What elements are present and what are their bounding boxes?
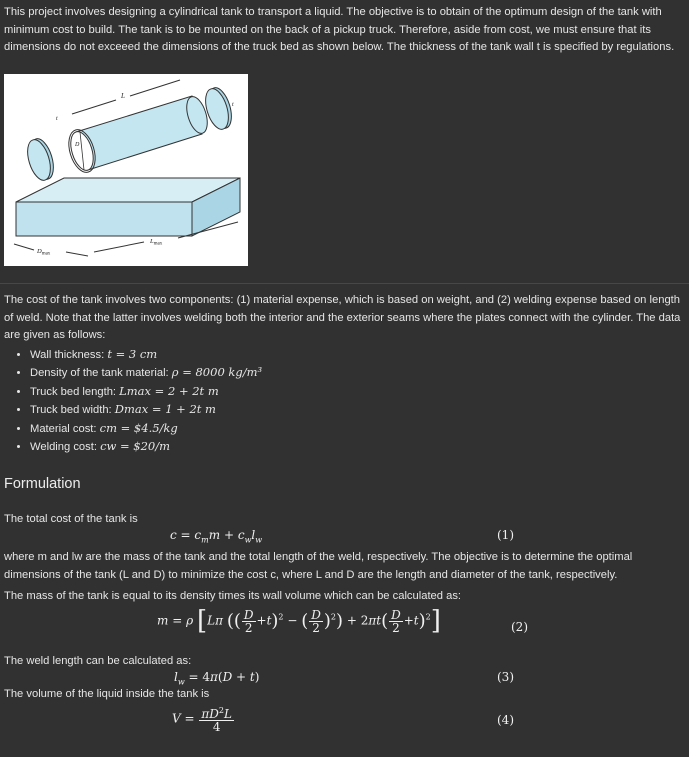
equation-1-number: (1)	[497, 528, 514, 542]
volume-text: The volume of the liquid inside the tank is	[4, 688, 210, 700]
param-expr: cm = $4.5/kg	[99, 420, 178, 435]
param-label: Welding cost:	[30, 441, 97, 454]
formulation-heading: Formulation	[4, 476, 81, 492]
equation-3: $l_w = 4\pi(D + t)$	[174, 670, 260, 687]
label-dmax: D	[37, 248, 42, 255]
param-expr: t = 3 cm	[107, 347, 158, 361]
param-item	[30, 401, 262, 419]
param-item	[30, 346, 262, 364]
label-t-left: t	[56, 116, 58, 122]
mass-text: The mass of the tank is equal to its density times its wall volume which can be calculated as:	[4, 590, 462, 602]
param-item	[30, 438, 262, 456]
param-label: Truck bed length:	[30, 385, 117, 398]
section-divider	[0, 283, 689, 284]
param-item	[30, 364, 262, 382]
label-D: D	[75, 142, 80, 148]
param-label: Wall thickness:	[30, 349, 105, 361]
svg-text:Dmax	[36, 248, 51, 257]
weld-text: The weld length can be calculated as:	[4, 655, 192, 667]
param-expr: cw = $20/m	[100, 439, 171, 454]
label-t-right: t	[232, 102, 234, 108]
label-lmax: L	[150, 238, 154, 245]
equation-3-number: (3)	[497, 670, 514, 684]
total-cost-text: The total cost of the tank is	[4, 513, 138, 525]
equation-2: m = ρ [Lπ (( $\frac{D}{2}$ +t)$^2$ − ( $\frac{D}{2}$ )$^2$) + 2πt( $\frac{D}{2}$ +t)$^2$]	[157, 606, 441, 636]
tank-figure	[4, 74, 248, 266]
param-item	[30, 383, 262, 401]
cost-paragraph: The cost of the tank involves two components: (1) material expense, which is based on weight, and (2) welding expense based on length of weld. Note that the latter involves welding both the interior and the exterior seams where the plates connect with the cylinder. The data are given as follows:	[4, 294, 681, 341]
param-expr: ρ = 8000 kg/m³	[171, 365, 263, 380]
equation-4: V = $\frac{\pi D^2L}{4}$	[172, 706, 232, 734]
label-dmax-sub: max	[41, 251, 51, 257]
parameter-list	[16, 346, 262, 456]
label-L: L	[121, 92, 125, 100]
equation-4-number: (4)	[497, 713, 514, 727]
equation-1: $c = c_mm + c_wl_w$	[170, 528, 263, 545]
param-expr: Lmax = 2 + 2t m	[119, 383, 219, 398]
param-label: Truck bed width:	[30, 404, 112, 417]
svg-text:Lmax	[149, 238, 163, 247]
intro-paragraph: This project involves designing a cylindrical tank to transport a liquid. The objective is to obtain of the optimum design of the tank with minimum cost to build. The tank is to be mounted on the back of a pickup truck. Therefore, aside from cost, we must ensure that its dimensions do not exceeed the dimensions of the truck bed as shown below. The thickness of the tank wall t is specified by regulations.	[4, 6, 675, 53]
equation-2-number: (2)	[511, 620, 528, 634]
param-expr: Dmax = 1 + 2t m	[114, 402, 216, 417]
tank-diagram	[4, 74, 248, 266]
where-paragraph: where m and lw are the mass of the tank and the total length of the weld, respectively. The objective is to determine the optimal dimensions of the tank (L and D) to minimize the cost c, where L and D are the length and diameter of the tank, respectively.	[4, 551, 633, 581]
param-item	[30, 420, 262, 438]
param-label: Material cost:	[30, 422, 97, 435]
label-lmax-sub: max	[153, 241, 163, 247]
param-label: Density of the tank material:	[30, 367, 169, 380]
